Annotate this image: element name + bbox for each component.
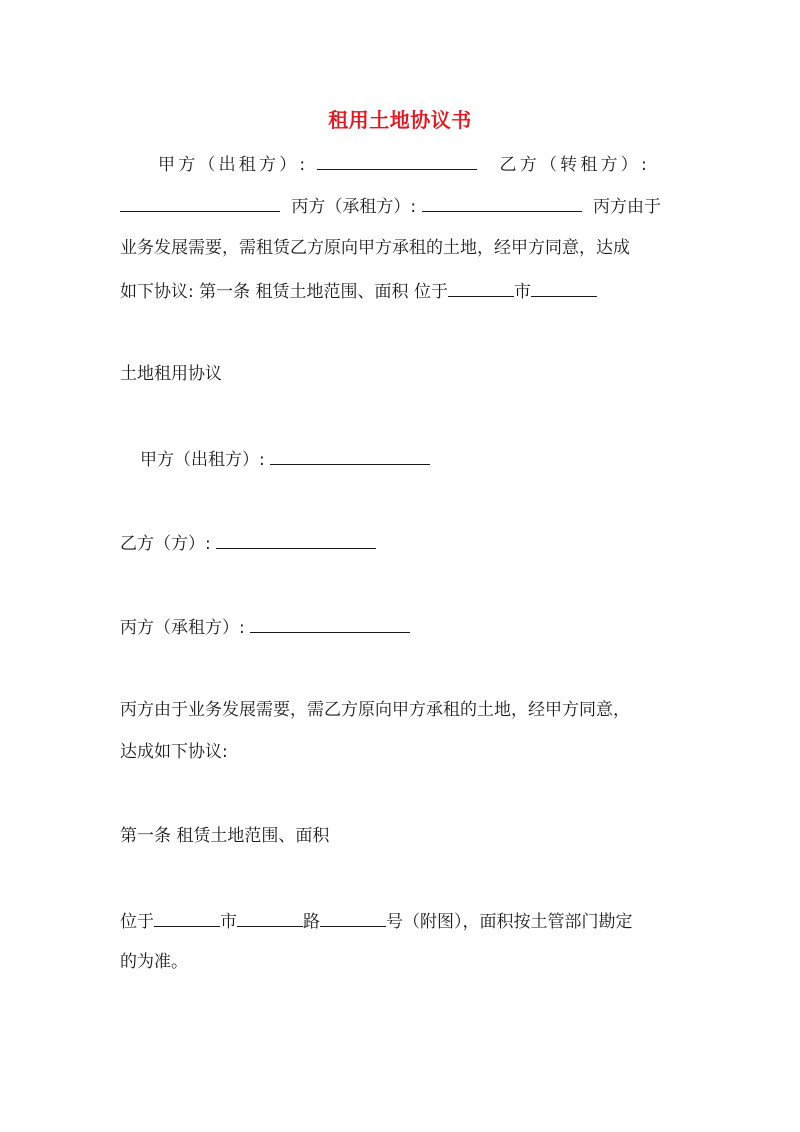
party-a-label: 甲方（出租方）: bbox=[140, 450, 265, 470]
party-c-line bbox=[120, 614, 410, 640]
location-line bbox=[120, 908, 633, 934]
paragraph-1-line-1: 丙方由于业务发展需要，需乙方原向甲方承租的土地，经甲方同意， bbox=[120, 700, 630, 720]
intro-line-4-head: 如下协议: 第一条 租赁土地范围、面积 位于 bbox=[120, 282, 448, 302]
intro-line-2 bbox=[120, 193, 661, 219]
intro-location-blank-1[interactable] bbox=[448, 278, 514, 297]
location-line-2: 的为准。 bbox=[120, 952, 188, 972]
subtitle: 土地租用协议 bbox=[120, 364, 222, 384]
party-a-blank[interactable] bbox=[317, 151, 477, 170]
intro-city-label: 市 bbox=[513, 282, 531, 302]
party-b-blank[interactable] bbox=[120, 193, 280, 212]
party-b-line bbox=[120, 530, 376, 556]
intro-line-4 bbox=[120, 278, 597, 304]
party-a-line bbox=[140, 446, 430, 472]
intro-location-blank-2[interactable] bbox=[531, 278, 597, 297]
article-1-heading: 第一条 租赁土地范围、面积 bbox=[120, 826, 330, 846]
location-blank-3[interactable] bbox=[320, 908, 386, 927]
location-blank-1[interactable] bbox=[154, 908, 220, 927]
location-prefix: 位于 bbox=[120, 912, 154, 932]
party-a-label: 甲方（出租方）: bbox=[158, 155, 309, 175]
party-c-label: 丙方（承租方）: bbox=[291, 197, 417, 217]
party-c-blank[interactable] bbox=[422, 193, 582, 212]
party-c-label: 丙方（承租方）: bbox=[120, 618, 245, 638]
party-c-blank[interactable] bbox=[250, 614, 410, 633]
party-b-label: 乙方（方）: bbox=[120, 534, 211, 554]
party-b-label: 乙方（转租方）: bbox=[499, 155, 650, 175]
intro-line-1 bbox=[158, 151, 650, 177]
document-title: 租用土地协议书 bbox=[328, 108, 472, 132]
intro-line-3: 业务发展需要，需租赁乙方原向甲方承租的土地，经甲方同意，达成 bbox=[120, 238, 630, 258]
location-road: 路 bbox=[303, 912, 320, 932]
paragraph-1-line-2: 达成如下协议: bbox=[120, 742, 228, 762]
location-city: 市 bbox=[220, 912, 237, 932]
location-blank-2[interactable] bbox=[237, 908, 303, 927]
party-a-blank[interactable] bbox=[270, 446, 430, 465]
location-number-tail: 号（附图），面积按土管部门勘定 bbox=[386, 912, 633, 932]
party-b-blank[interactable] bbox=[216, 530, 376, 549]
intro-line-2-tail: 丙方由于 bbox=[592, 197, 661, 217]
